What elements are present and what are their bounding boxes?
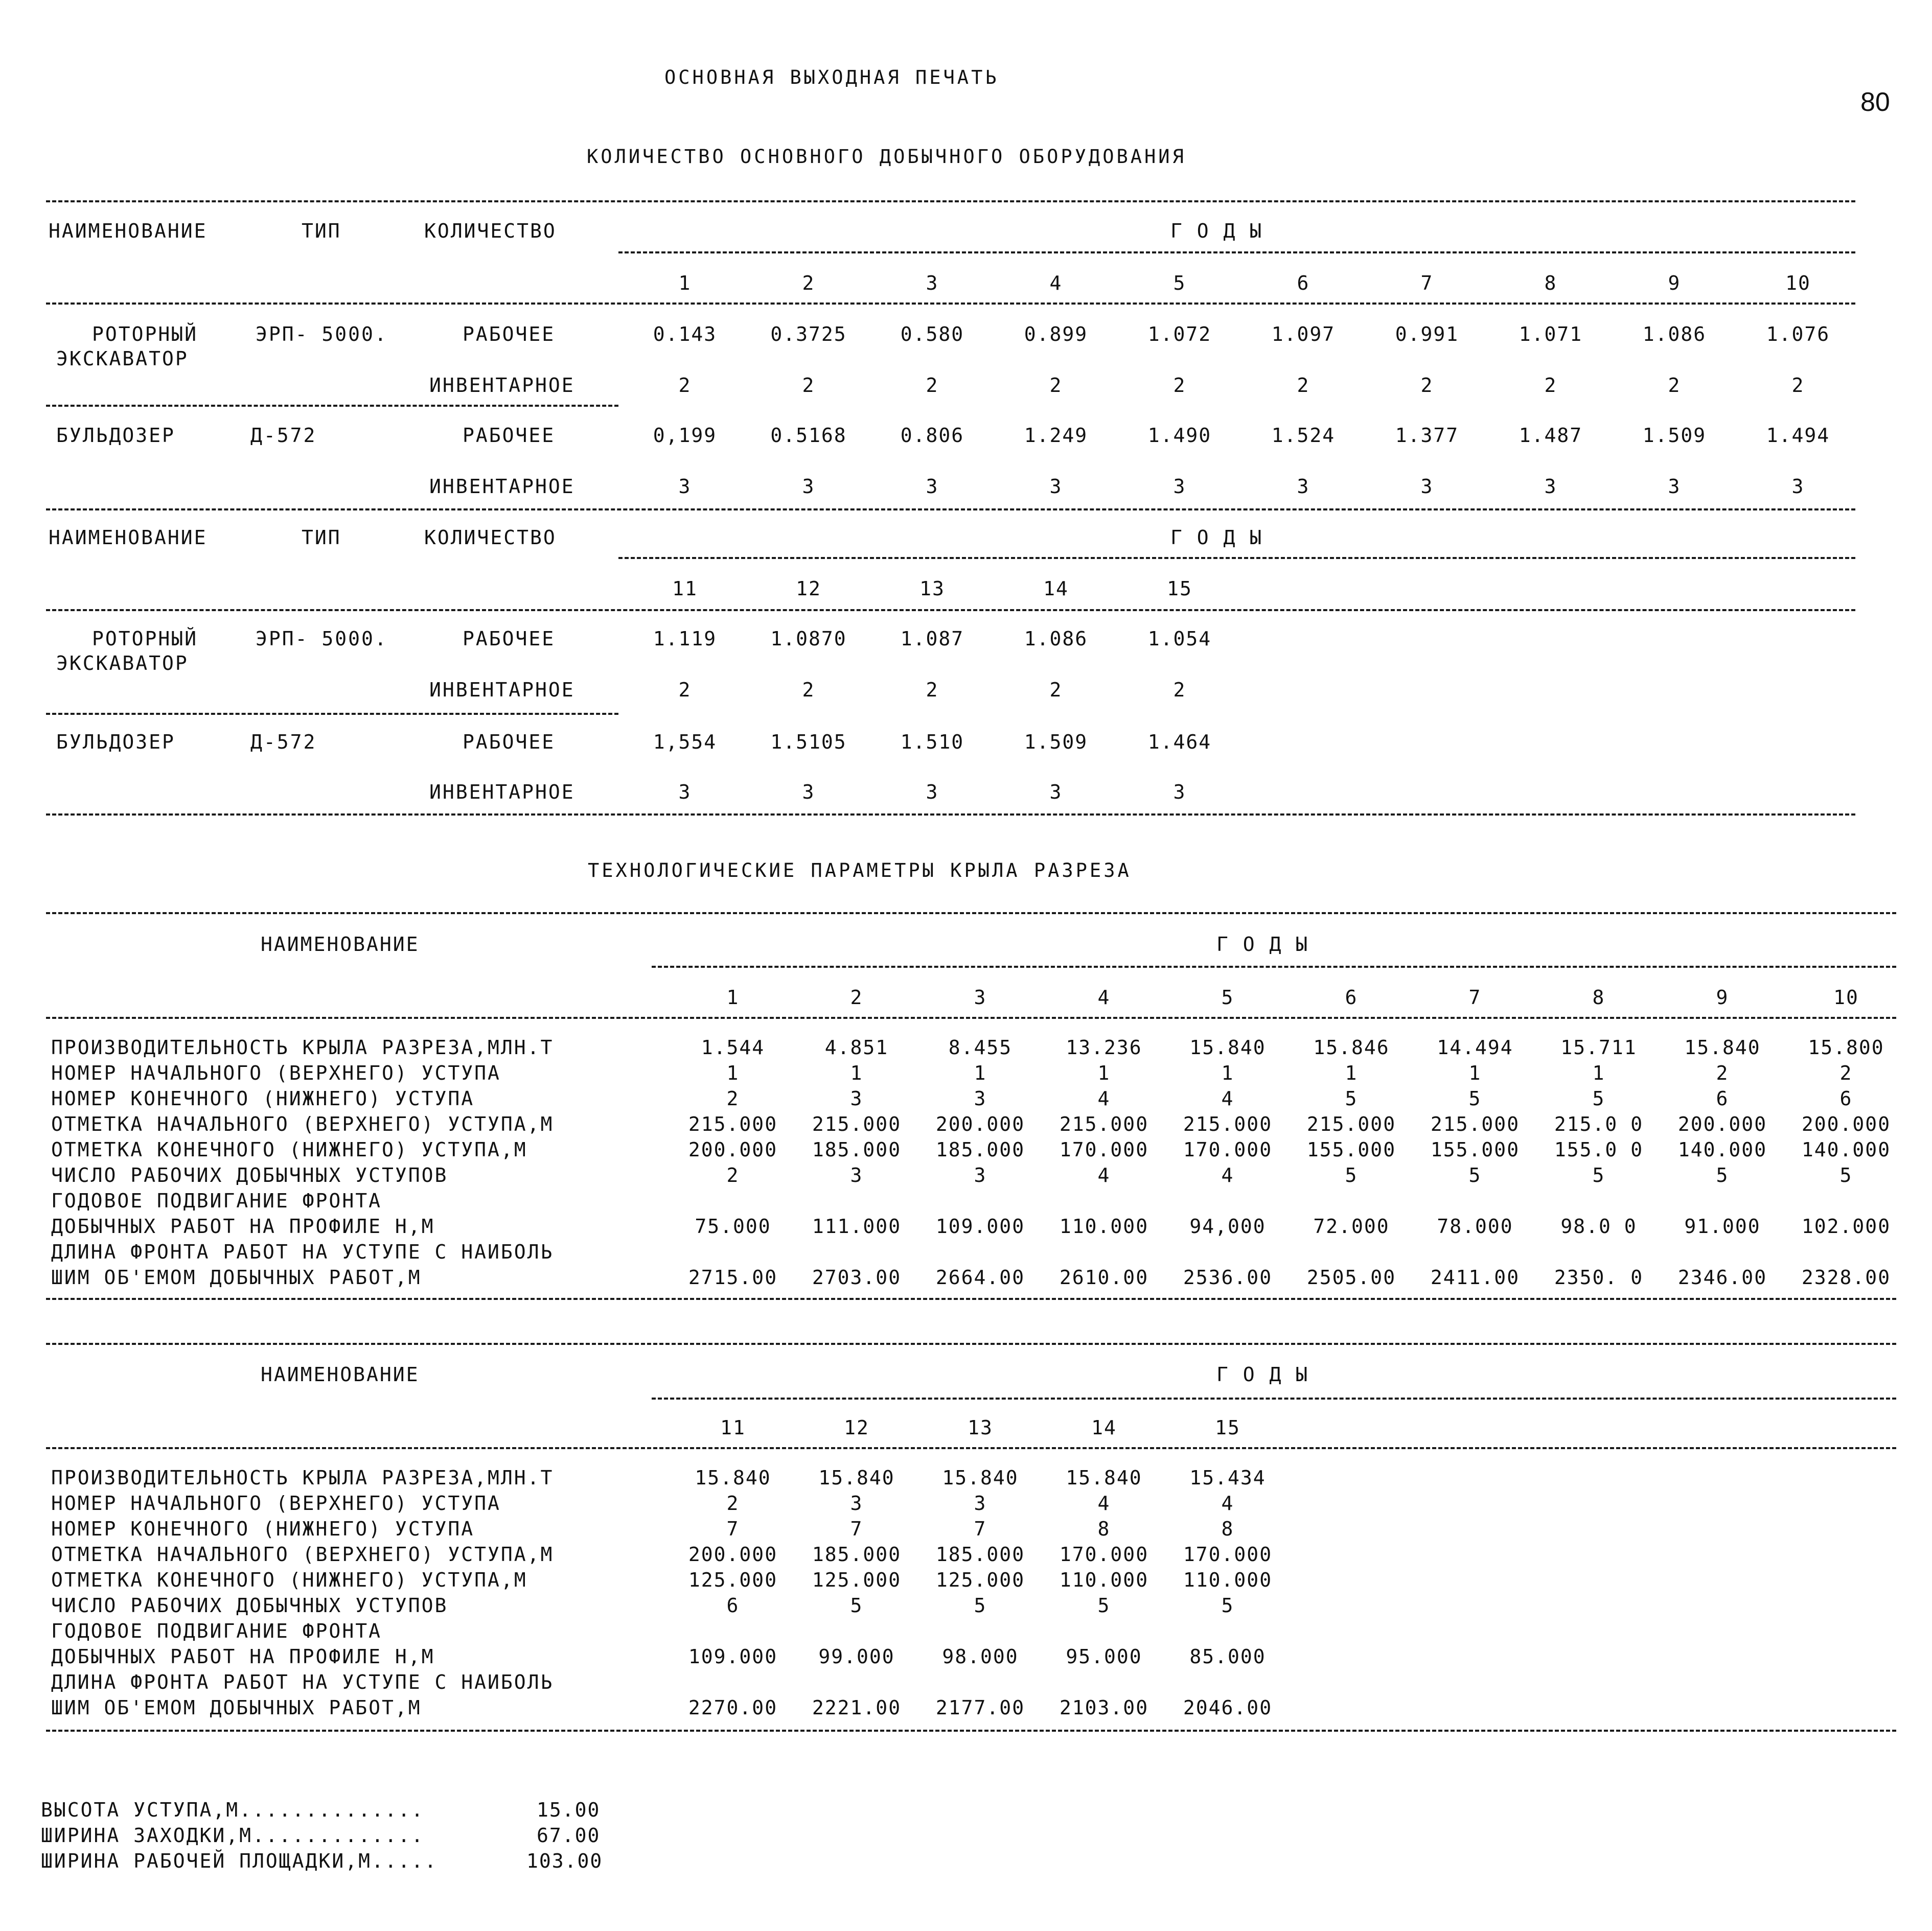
footer-value: 67.00 [537,1824,601,1847]
table-cell: 5 [1716,1164,1729,1186]
table-cell: 1 [1592,1062,1605,1084]
year-header: 3 [926,272,939,294]
table-cell: 2 [1839,1062,1853,1084]
table-cell: 1.076 [1766,323,1830,345]
year-header: 6 [1297,272,1310,294]
param-label: ОТМЕТКА КОНЕЧНОГО (НИЖНЕГО) УСТУПА,М [51,1569,527,1591]
table-cell: 3 [1420,475,1434,498]
year-header: 4 [1049,272,1063,294]
table-cell: 109.000 [935,1215,1025,1238]
table-cell: 15.846 [1313,1036,1390,1059]
table-cell: 0.806 [900,424,964,447]
table-cell: 5 [1097,1594,1111,1617]
column-header-years: Г О Д Ы [1170,526,1263,549]
table-cell: 1.487 [1519,424,1583,447]
table-cell: 1.086 [1024,627,1088,650]
table-cell: 2411.00 [1430,1266,1520,1289]
table-cell: 1.071 [1519,323,1583,345]
table-cell: 2 [1668,374,1681,397]
table-cell: 200.000 [688,1543,778,1566]
table-cell: 185.000 [812,1138,902,1161]
table-cell: 3 [1173,781,1186,803]
table-cell: 2350. 0 [1554,1266,1644,1289]
table-cell: 2 [1049,679,1063,701]
table-cell: 8 [1221,1518,1234,1540]
year-header: 7 [1468,986,1482,1009]
table-cell: 215.000 [1183,1113,1273,1135]
param-label: ЧИСЛО РАБОЧИХ ДОБЫЧНЫХ УСТУПОВ [51,1164,448,1186]
table-cell: 110.000 [1059,1215,1149,1238]
table-cell: 1.0870 [770,627,847,650]
table-cell: 13.236 [1066,1036,1142,1059]
table-rule [46,1730,1896,1732]
year-header: 11 [720,1416,746,1439]
table-cell: 5 [1468,1087,1482,1110]
table-cell: 1.249 [1024,424,1088,447]
table-cell: 15.711 [1560,1036,1637,1059]
table-cell: 4 [1221,1492,1234,1515]
table-cell: 155.000 [1430,1138,1520,1161]
year-header: 3 [974,986,987,1009]
table-cell: 3 [974,1087,987,1110]
table-cell: 215.0 0 [1554,1113,1644,1135]
quantity-inventory-label: ИНВЕНТАРНОЕ [429,781,575,803]
table-cell: 2 [1297,374,1310,397]
table-cell: 185.000 [812,1543,902,1566]
quantity-working-label: РАБОЧЕЕ [463,424,556,447]
params-title: ТЕХНОЛОГИЧЕСКИЕ ПАРАМЕТРЫ КРЫЛА РАЗРЕЗА [588,859,1132,881]
table-cell: 0.5168 [770,424,847,447]
table-cell: 6 [1839,1087,1853,1110]
year-header: 15 [1167,577,1192,600]
table-cell: 3 [678,475,692,498]
table-cell: 155.000 [1306,1138,1396,1161]
table-cell: 0.899 [1024,323,1088,345]
table-cell: 140.000 [1801,1138,1891,1161]
table-cell: 2 [926,679,939,701]
table-cell: 125.000 [688,1569,778,1591]
param-label: НОМЕР КОНЕЧНОГО (НИЖНЕГО) УСТУПА [51,1518,475,1540]
year-header: 12 [796,577,821,600]
table-cell: 3 [1668,475,1681,498]
param-label: НОМЕР КОНЕЧНОГО (НИЖНЕГО) УСТУПА [51,1087,475,1110]
table-cell: 1.054 [1147,627,1212,650]
equipment-name: РОТОРНЫЙ [92,627,198,650]
year-header: 5 [1173,272,1186,294]
table-cell: 0.580 [900,323,964,345]
table-cell: 2 [1173,679,1186,701]
table-cell: 2 [726,1492,740,1515]
table-cell: 1.509 [1024,731,1088,753]
table-cell: 215.000 [812,1113,902,1135]
table-cell: 1.510 [900,731,964,753]
param-label: НОМЕР НАЧАЛЬНОГО (ВЕРХНЕГО) УСТУПА [51,1492,501,1515]
param-label: ОТМЕТКА НАЧАЛЬНОГО (ВЕРХНЕГО) УСТУПА,М [51,1113,554,1135]
table-cell: 95.000 [1066,1645,1142,1668]
years-rule [652,966,1896,968]
table-cell: 2046.00 [1183,1696,1273,1719]
year-header: 1 [678,272,692,294]
table-cell: 170.000 [1059,1543,1149,1566]
footer-label: ШИРИНА РАБОЧЕЙ ПЛОЩАДКИ,М..... [41,1850,438,1872]
column-header-quantity: КОЛИЧЕСТВО [424,526,557,549]
equipment-name-line2: ЭКСКАВАТОР [56,652,189,674]
table-cell: 2270.00 [688,1696,778,1719]
table-rule [46,303,1855,305]
page-header: ОСНОВНАЯ ВЫХОДНАЯ ПЕЧАТЬ [664,66,999,88]
table-rule [46,1017,1896,1019]
table-cell: 91.000 [1684,1215,1761,1238]
table-cell: 2346.00 [1677,1266,1767,1289]
year-header: 13 [968,1416,993,1439]
table-cell: 8 [1097,1518,1111,1540]
table-cell: 1.087 [900,627,964,650]
years-rule [618,557,1855,559]
year-header: 8 [1544,272,1557,294]
table-cell: 2703.00 [812,1266,902,1289]
table-cell: 1.494 [1766,424,1830,447]
table-cell: 3 [678,781,692,803]
column-header-name: НАИМЕНОВАНИЕ [49,220,208,242]
table-cell: 215.000 [688,1113,778,1135]
year-header: 8 [1592,986,1605,1009]
year-header: 4 [1097,986,1111,1009]
table-cell: 98.0 0 [1560,1215,1637,1238]
table-cell: 7 [726,1518,740,1540]
table-cell: 2664.00 [935,1266,1025,1289]
table-cell: 5 [974,1594,987,1617]
column-header-name: НАИМЕНОВАНИЕ [261,933,420,956]
table-cell: 170.000 [1183,1138,1273,1161]
table-cell: 3 [974,1492,987,1515]
table-cell: 1.464 [1147,731,1212,753]
table-cell: 1 [850,1062,863,1084]
table-cell: 14.494 [1437,1036,1513,1059]
table-cell: 1.524 [1271,424,1336,447]
equipment-type: ЭРП- 5000. [256,627,388,650]
year-header: 6 [1345,986,1358,1009]
table-cell: 215.000 [1059,1113,1149,1135]
table-rule [46,912,1896,914]
table-cell: 3 [1791,475,1805,498]
table-cell: 2 [1173,374,1186,397]
table-cell: 1 [1468,1062,1482,1084]
table-cell: 200.000 [1677,1113,1767,1135]
param-label: ШИМ ОБ'ЕМОМ ДОБЫЧНЫХ РАБОТ,М [51,1696,422,1719]
table-cell: 1.490 [1147,424,1212,447]
table-cell: 1.072 [1147,323,1212,345]
table-rule [46,200,1855,202]
table-cell: 2 [802,374,815,397]
table-cell: 1.5105 [770,731,847,753]
table-cell: 2 [1420,374,1434,397]
table-cell: 215.000 [1430,1113,1520,1135]
param-label: ШИМ ОБ'ЕМОМ ДОБЫЧНЫХ РАБОТ,М [51,1266,422,1289]
table-cell: 2 [1716,1062,1729,1084]
table-cell: 2103.00 [1059,1696,1149,1719]
table-cell: 0.3725 [770,323,847,345]
table-rule [46,1298,1896,1300]
column-header-years: Г О Д Ы [1170,220,1263,242]
table-cell: 3 [1049,475,1063,498]
param-label: ПРОИЗВОДИТЕЛЬНОСТЬ КРЫЛА РАЗРЕЗА,МЛН.Т [51,1036,554,1059]
param-label: ОТМЕТКА КОНЕЧНОГО (НИЖНЕГО) УСТУПА,М [51,1138,527,1161]
table-rule [46,1447,1896,1449]
table-cell: 3 [926,781,939,803]
table-cell: 3 [1173,475,1186,498]
table-cell: 15.840 [1189,1036,1266,1059]
table-cell: 2536.00 [1183,1266,1273,1289]
table-cell: 3 [802,475,815,498]
year-header: 2 [850,986,863,1009]
table-cell: 99.000 [818,1645,895,1668]
footer-label: ВЫСОТА УСТУПА,М.............. [41,1799,425,1821]
table-cell: 15.840 [1684,1036,1761,1059]
column-header-name: НАИМЕНОВАНИЕ [261,1363,420,1386]
table-cell: 170.000 [1059,1138,1149,1161]
table-cell: 1 [726,1062,740,1084]
table-cell: 15.840 [942,1467,1019,1489]
table-cell: 2221.00 [812,1696,902,1719]
quantity-inventory-label: ИНВЕНТАРНОЕ [429,475,575,498]
year-header: 9 [1716,986,1729,1009]
table-rule [46,609,1855,611]
table-cell: 4 [1097,1492,1111,1515]
table-cell: 200.000 [1801,1113,1891,1135]
table-cell: 109.000 [688,1645,778,1668]
footer-label: ШИРИНА ЗАХОДКИ,М............. [41,1824,425,1847]
quantity-inventory-label: ИНВЕНТАРНОЕ [429,374,575,397]
equipment-type: ЭРП- 5000. [256,323,388,345]
years-rule [618,251,1855,253]
table-cell: 4 [1221,1164,1234,1186]
table-cell: 7 [850,1518,863,1540]
table-cell: 125.000 [935,1569,1025,1591]
table-rule [46,713,618,715]
table-cell: 3 [850,1164,863,1186]
param-label: НОМЕР НАЧАЛЬНОГО (ВЕРХНЕГО) УСТУПА [51,1062,501,1084]
table-cell: 2328.00 [1801,1266,1891,1289]
table-cell: 1.119 [653,627,717,650]
footer-value: 15.00 [537,1799,601,1821]
year-header: 1 [726,986,740,1009]
year-header: 5 [1221,986,1234,1009]
year-header: 2 [802,272,815,294]
table-cell: 200.000 [935,1113,1025,1135]
table-cell: 5 [1592,1087,1605,1110]
table-cell: 3 [1297,475,1310,498]
page-number: 80 [1860,87,1890,117]
table-cell: 2610.00 [1059,1266,1149,1289]
year-header: 12 [844,1416,869,1439]
table-cell: 2 [1544,374,1557,397]
table-cell: 5 [1468,1164,1482,1186]
table-cell: 94,000 [1189,1215,1266,1238]
year-header: 15 [1215,1416,1240,1439]
column-header-type: ТИП [302,526,341,549]
column-header-years: Г О Д Ы [1216,933,1309,956]
table-cell: 0,199 [653,424,717,447]
table-cell: 1 [1345,1062,1358,1084]
param-label: ГОДОВОЕ ПОДВИГАНИЕ ФРОНТА [51,1190,382,1212]
table-cell: 4 [1221,1087,1234,1110]
table-rule [46,813,1855,816]
year-header: 10 [1833,986,1859,1009]
table-cell: 5 [1345,1087,1358,1110]
equipment-name: РОТОРНЫЙ [92,323,198,345]
param-label: ДЛИНА ФРОНТА РАБОТ НА УСТУПЕ С НАИБОЛЬ [51,1671,554,1693]
param-label: ГОДОВОЕ ПОДВИГАНИЕ ФРОНТА [51,1620,382,1642]
table-cell: 5 [1592,1164,1605,1186]
equipment-name-line2: ЭКСКАВАТОР [56,347,189,370]
param-label: ДЛИНА ФРОНТА РАБОТ НА УСТУПЕ С НАИБОЛЬ [51,1241,554,1263]
year-header: 14 [1043,577,1069,600]
table-cell: 3 [926,475,939,498]
equipment-name: БУЛЬДОЗЕР [56,424,175,447]
table-cell: 78.000 [1437,1215,1513,1238]
table-cell: 2 [1049,374,1063,397]
table-cell: 215.000 [1306,1113,1396,1135]
table-cell: 5 [1221,1594,1234,1617]
column-header-name: НАИМЕНОВАНИЕ [49,526,208,549]
table-cell: 15.840 [818,1467,895,1489]
table-cell: 3 [850,1087,863,1110]
table-cell: 15.840 [1066,1467,1142,1489]
quantity-working-label: РАБОЧЕЕ [463,627,556,650]
quantity-working-label: РАБОЧЕЕ [463,731,556,753]
table-cell: 3 [974,1164,987,1186]
param-label: ПРОИЗВОДИТЕЛЬНОСТЬ КРЫЛА РАЗРЕЗА,МЛН.Т [51,1467,554,1489]
table-cell: 6 [1716,1087,1729,1110]
table-cell: 98.000 [942,1645,1019,1668]
table-cell: 6 [726,1594,740,1617]
equipment-type: Д-572 [250,424,317,447]
quantity-inventory-label: ИНВЕНТАРНОЕ [429,679,575,701]
table-cell: 140.000 [1677,1138,1767,1161]
table-cell: 3 [1544,475,1557,498]
table-cell: 4.851 [824,1036,889,1059]
year-header: 11 [672,577,698,600]
table-rule [46,405,618,407]
table-cell: 1.509 [1642,424,1707,447]
table-cell: 0.143 [653,323,717,345]
table-cell: 2 [678,374,692,397]
table-rule [46,508,1855,510]
table-cell: 2 [726,1164,740,1186]
table-cell: 4 [1097,1087,1111,1110]
table-cell: 2177.00 [935,1696,1025,1719]
table-cell: 5 [850,1594,863,1617]
table-cell: 102.000 [1801,1215,1891,1238]
table-cell: 1.086 [1642,323,1707,345]
table-cell: 15.840 [695,1467,771,1489]
table-cell: 15.434 [1189,1467,1266,1489]
column-header-years: Г О Д Ы [1216,1363,1309,1386]
table-cell: 5 [1345,1164,1358,1186]
table-cell: 185.000 [935,1138,1025,1161]
table-cell: 1.544 [701,1036,765,1059]
table-cell: 0.991 [1395,323,1459,345]
table-cell: 2 [678,679,692,701]
column-header-quantity: КОЛИЧЕСТВО [424,220,557,242]
table-cell: 111.000 [812,1215,902,1238]
year-header: 14 [1091,1416,1117,1439]
table-cell: 1 [974,1062,987,1084]
table-cell: 1 [1097,1062,1111,1084]
equipment-title: КОЛИЧЕСТВО ОСНОВНОГО ДОБЫЧНОГО ОБОРУДОВАНИЯ [587,146,1186,168]
table-cell: 1.377 [1395,424,1459,447]
param-label: ЧИСЛО РАБОЧИХ ДОБЫЧНЫХ УСТУПОВ [51,1594,448,1617]
table-cell: 110.000 [1183,1569,1273,1591]
table-cell: 110.000 [1059,1569,1149,1591]
table-cell: 1.097 [1271,323,1336,345]
table-cell: 72.000 [1313,1215,1390,1238]
param-label: ДОБЫЧНЫХ РАБОТ НА ПРОФИЛЕ Н,М [51,1645,435,1668]
equipment-type: Д-572 [250,731,317,753]
year-header: 10 [1785,272,1811,294]
table-cell: 2 [726,1087,740,1110]
table-cell: 2505.00 [1306,1266,1396,1289]
table-cell: 125.000 [812,1569,902,1591]
year-header: 9 [1668,272,1681,294]
param-label: ОТМЕТКА НАЧАЛЬНОГО (ВЕРХНЕГО) УСТУПА,М [51,1543,554,1566]
param-label: ДОБЫЧНЫХ РАБОТ НА ПРОФИЛЕ Н,М [51,1215,435,1238]
table-cell: 2 [926,374,939,397]
footer-value: 103.00 [526,1850,603,1872]
table-cell: 75.000 [695,1215,771,1238]
table-cell: 2715.00 [688,1266,778,1289]
table-rule [46,1343,1896,1345]
table-cell: 15.800 [1808,1036,1884,1059]
years-rule [652,1398,1896,1400]
table-cell: 8.455 [948,1036,1013,1059]
table-cell: 3 [850,1492,863,1515]
table-cell: 4 [1097,1164,1111,1186]
table-cell: 3 [802,781,815,803]
table-cell: 155.0 0 [1554,1138,1644,1161]
table-cell: 185.000 [935,1543,1025,1566]
table-cell: 1 [1221,1062,1234,1084]
table-cell: 7 [974,1518,987,1540]
table-cell: 85.000 [1189,1645,1266,1668]
year-header: 13 [919,577,945,600]
column-header-type: ТИП [302,220,341,242]
year-header: 7 [1420,272,1434,294]
table-cell: 5 [1839,1164,1853,1186]
table-cell: 170.000 [1183,1543,1273,1566]
equipment-name: БУЛЬДОЗЕР [56,731,175,753]
quantity-working-label: РАБОЧЕЕ [463,323,556,345]
table-cell: 1,554 [653,731,717,753]
table-cell: 2 [802,679,815,701]
table-cell: 2 [1791,374,1805,397]
table-cell: 3 [1049,781,1063,803]
table-cell: 200.000 [688,1138,778,1161]
